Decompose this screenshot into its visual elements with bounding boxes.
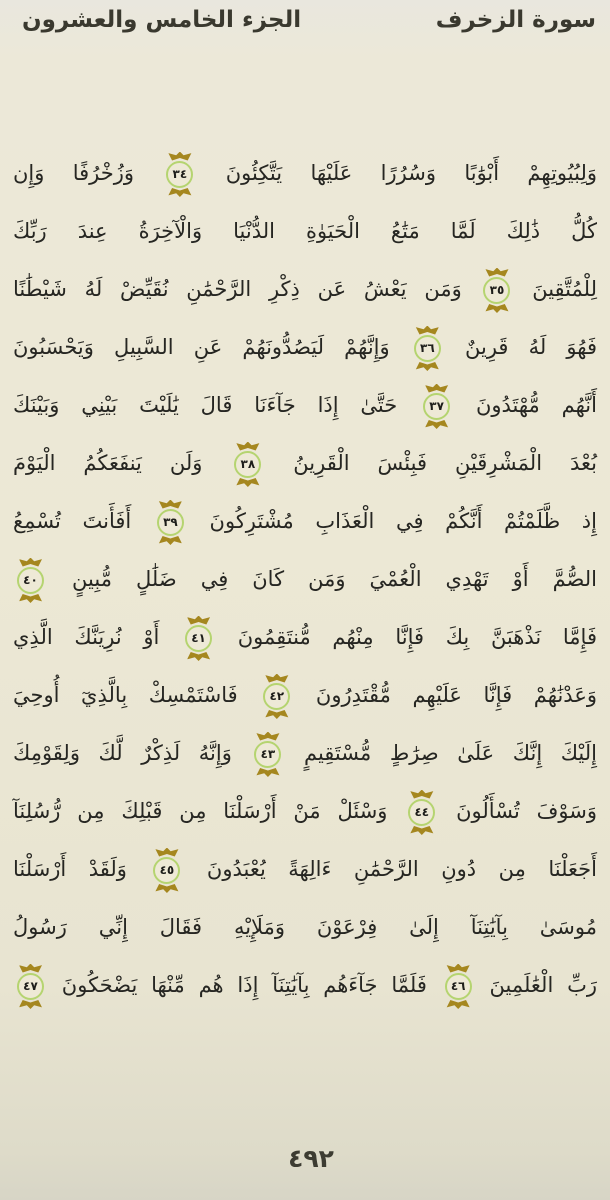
ayah-text: بُعْدَ الْمَشْرِقَيْنِ فَبِئْسَ الْقَرِينُ [265, 451, 598, 475]
ayah-number: ٤١ [191, 631, 206, 645]
ayah-end-marker [408, 799, 435, 826]
ayah-text: الصُّمَّ أَوْ تَهْدِي الْعُمْيَ وَمَن كَانَ فِي ضَلَٰلٍ مُّبِينٍ [48, 567, 597, 591]
ayah-text: إِذ ظَّلَمْتُمْ أَنَّكُمْ فِي الْعَذَابِ مُشْتَرِكُونَ [187, 509, 597, 533]
ayah-text: أَجَعَلْنَا مِن دُونِ الرَّحْمَٰنِ ءَالِهَةً يُعْبَدُونَ [184, 857, 597, 881]
ayah-end-marker [17, 973, 44, 1000]
ayah-end-marker [153, 857, 180, 884]
ayah-number: ٤٦ [450, 979, 466, 993]
ayah-number: ٣٦ [420, 341, 435, 355]
ayah-text: كُلُّ ذَٰلِكَ لَمَّا مَتَٰعُ الْحَيَوٰةِ الدُّنْيَا وَالْآخِرَةُ عِندَ رَبِّكَ [13, 219, 597, 243]
ayah-end-marker [254, 741, 281, 768]
quran-line [13, 666, 597, 724]
ayah-text: فَلَمَّا جَآءَهُم بِآيَٰتِنَآ إِذَا هُم مِّنْهَا يَضْحَكُونَ [48, 973, 441, 997]
ayah-number: ٣٥ [489, 283, 505, 297]
ayah-text: وَسْئَلْ مَنْ أَرْسَلْنَا مِن قَبْلِكَ مِن رُّسُلِنَآ [13, 799, 405, 823]
ayah-number: ٣٩ [163, 515, 178, 529]
ayah-text: أَنَّهُم مُّهْتَدُونَ [454, 393, 597, 417]
ayah-text: وَإِنَّهُ لَذِكْرٌ لَّكَ وَلِقَوْمِكَ [13, 741, 251, 765]
quran-line [13, 318, 597, 376]
ayah-end-marker [17, 567, 44, 594]
ayah-end-marker [445, 973, 472, 1000]
ayah-number: ٤٧ [23, 979, 38, 993]
ayah-end-marker [234, 451, 261, 478]
ayah-end-marker [423, 393, 450, 420]
ayah-text: إِلَيْكَ إِنَّكَ عَلَىٰ صِرَٰطٍ مُّسْتَقِيمٍ [285, 741, 597, 765]
ayah-end-marker [185, 625, 212, 652]
quran-line [13, 550, 597, 608]
quran-line [13, 492, 597, 550]
quran-line [13, 724, 597, 782]
ayah-text: وَإِنَّهُمْ لَيَصُدُّونَهُمْ عَنِ السَّبِيلِ وَيَحْسَبُونَ [13, 335, 410, 359]
ayah-text: فَإِمَّا نَذْهَبَنَّ بِكَ فَإِنَّا مِنْهُم مُّنتَقِمُونَ [216, 625, 597, 649]
ayah-end-marker [483, 277, 510, 304]
ayah-number: ٣٨ [240, 457, 256, 471]
ayah-number: ٤٥ [159, 863, 175, 877]
quran-line [13, 782, 597, 840]
page-number: ٤٩٢ [288, 1144, 334, 1173]
ayah-text: مُوسَىٰ بِآيَٰتِنَآ إِلَىٰ فِرْعَوْنَ وَمَلَإِيْهِ فَقَالَ إِنِّي رَسُولُ [13, 915, 597, 939]
quran-line [13, 376, 597, 434]
ayah-text: وَلِبُيُوتِهِمْ أَبْوَٰبًا وَسُرُرًا عَلَيْهَا يَتَّكِئُونَ [197, 161, 597, 185]
quran-line [13, 898, 597, 956]
ayah-text: حَتَّىٰ إِذَا جَآءَنَا قَالَ يَٰلَيْتَ بَيْنِي وَبَيْنَكَ [13, 393, 420, 417]
ayah-end-marker [414, 335, 441, 362]
ayah-number: ٣٧ [429, 399, 444, 413]
ayah-end-marker [263, 683, 290, 710]
ayah-number: ٤٤ [414, 805, 430, 819]
ayah-number: ٤٠ [23, 573, 38, 587]
ayah-number: ٣٤ [172, 167, 188, 181]
ayah-text: وَزُخْرُفًا وَإِن [13, 161, 163, 185]
juz-title: الجزء الخامس والعشرون [22, 7, 302, 33]
quran-line [13, 202, 597, 260]
ayah-text: وَمَن يَعْشُ عَن ذِكْرِ الرَّحْمَٰنِ نُقَيِّضْ لَهُ شَيْطَٰنًا [13, 277, 480, 301]
quran-text-block [13, 144, 597, 1014]
quran-line [13, 260, 597, 318]
quran-line [13, 144, 597, 202]
ayah-text: فَهُوَ لَهُ قَرِينٌ [444, 335, 597, 359]
ayah-number: ٤٢ [269, 689, 285, 703]
ayah-text: فَاسْتَمْسِكْ بِالَّذِيٓ أُوحِيَ [13, 683, 260, 707]
quran-line [13, 608, 597, 666]
ayah-text: أَفَأَنتَ تُسْمِعُ [13, 509, 153, 533]
ayah-text: وَلَقَدْ أَرْسَلْنَا [13, 857, 150, 881]
surah-title: سورة الزخرف [435, 7, 596, 33]
ayah-end-marker [166, 161, 193, 188]
ayah-end-marker [157, 509, 184, 536]
quran-line [13, 840, 597, 898]
ayah-number: ٤٣ [260, 747, 276, 761]
ayah-text: رَبِّ الْعَٰلَمِينَ [475, 973, 597, 997]
ayah-text: وَعَدْنَٰهُمْ فَإِنَّا عَلَيْهِم مُّقْتَدِرُونَ [294, 683, 597, 707]
ayah-text: لِلْمُتَّقِينَ [514, 277, 597, 301]
ayah-text: أَوْ نُرِيَنَّكَ الَّذِي [13, 625, 182, 649]
quran-line [13, 434, 597, 492]
ayah-text: وَلَن يَنفَعَكُمُ الْيَوْمَ [13, 451, 231, 475]
ayah-text: وَسَوْفَ تُسْأَلُونَ [439, 799, 597, 823]
quran-line [13, 956, 597, 1014]
